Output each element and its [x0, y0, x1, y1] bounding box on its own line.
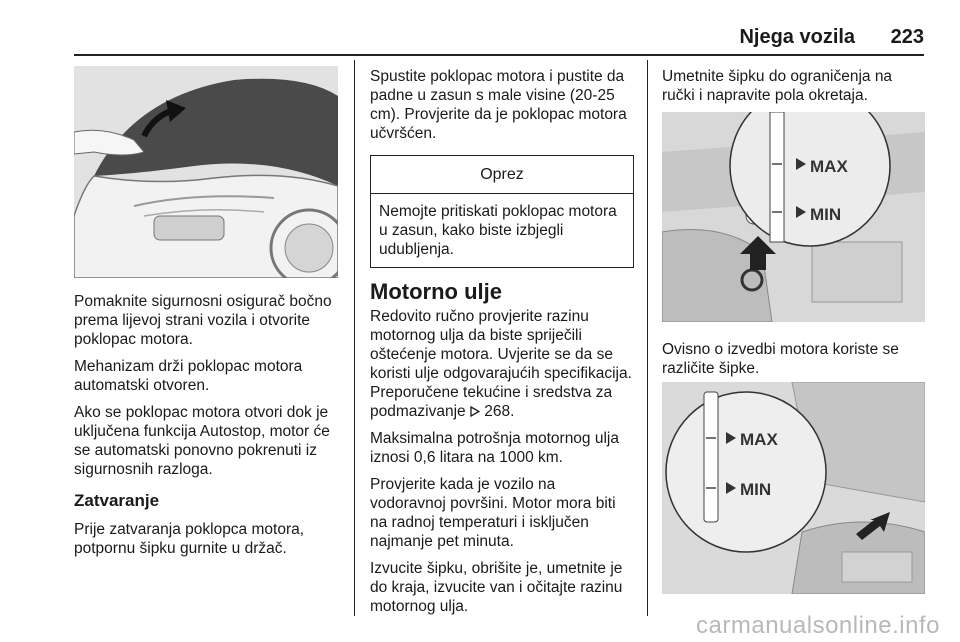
heading-closing: Zatvaranje: [74, 491, 160, 510]
paragraph-closing: Prije zatvaranja poklopca motora, potpornu šipku gurnite u držač.: [74, 521, 305, 557]
column-left: [74, 292, 342, 566]
dipstick2-max-label: MAX: [740, 430, 778, 449]
paragraph-check-oil: Redovito ručno provjerite razinu motornog ulja da biste spriječili oštećenje motora. Uvjerite se da se koristi ulje odgovarajućih specifikacija. Preporučene tekućine i sredstva za podmazivanje 268.: [370, 308, 632, 420]
paragraph-read-dipstick: Izvucite šipku, obrišite je, umetnite je do kraja, izvucite van i očitajte razinu motornog ulja.: [370, 560, 623, 615]
paragraph-level-surface: Provjerite kada je vozilo na vodoravnoj površini. Motor mora biti na radnoj temperaturi i isključen najmanje pet minuta.: [370, 476, 616, 550]
heading-engine-oil: Motorno ulje: [370, 279, 502, 304]
paragraph-consumption: Maksimalna potrošnja motornog ulja iznosi 0,6 litara na 1000 km.: [370, 430, 619, 466]
paragraph-autostop: Ako se poklopac motora otvori dok je uključena funkcija Autostop, motor će se automatski ponovno pokrenuti iz sigurnosnih razloga.: [74, 404, 330, 478]
dipstick2-min-label: MIN: [740, 480, 772, 499]
column-right-lower: [662, 340, 926, 386]
header-rule: [74, 54, 924, 56]
page-number: 223: [890, 26, 924, 48]
column-divider-1: [354, 60, 355, 616]
column-divider-2: [647, 60, 648, 616]
column-right: [662, 67, 926, 113]
paragraph-different-dipsticks: Ovisno o izvedbi motora koriste se različite šipke.: [662, 341, 899, 377]
caution-text: Nemojte pritiskati poklopac motora u zasun, kako biste izbjegli udubljenja.: [379, 203, 617, 258]
paragraph-lower-hood: Spustite poklopac motora i pustite da padne u zasun s male visine (20-25 cm). Provjerite da je poklopac motora učvršćen.: [370, 68, 627, 142]
footer-watermark: carmanualsonline.info: [696, 612, 940, 639]
dipstick-illustration-2: [662, 382, 925, 594]
caution-title: Oprez: [371, 156, 633, 194]
section-title: Njega vozila: [739, 26, 856, 48]
dipstick-min-label: MIN: [810, 205, 842, 224]
paragraph-insert-dipstick: Umetnite šipku do ograničenja na ručki i napravite pola okretaja.: [662, 68, 893, 104]
page-reference-triangle-icon: [470, 406, 480, 417]
page-header: [739, 26, 924, 49]
caution-box: [370, 155, 634, 268]
dipstick-illustration-1: [662, 112, 925, 322]
paragraph-mechanism: Mehanizam drži poklopac motora automatski otvoren.: [74, 358, 303, 394]
column-middle: [370, 67, 634, 624]
hood-release-illustration: [74, 66, 338, 278]
paragraph-open-hood: Pomaknite sigurnosni osigurač bočno prema lijevoj strani vozila i otvorite poklopac motora.: [74, 293, 332, 348]
page-reference: 268.: [484, 403, 515, 420]
dipstick-max-label: MAX: [810, 157, 848, 176]
